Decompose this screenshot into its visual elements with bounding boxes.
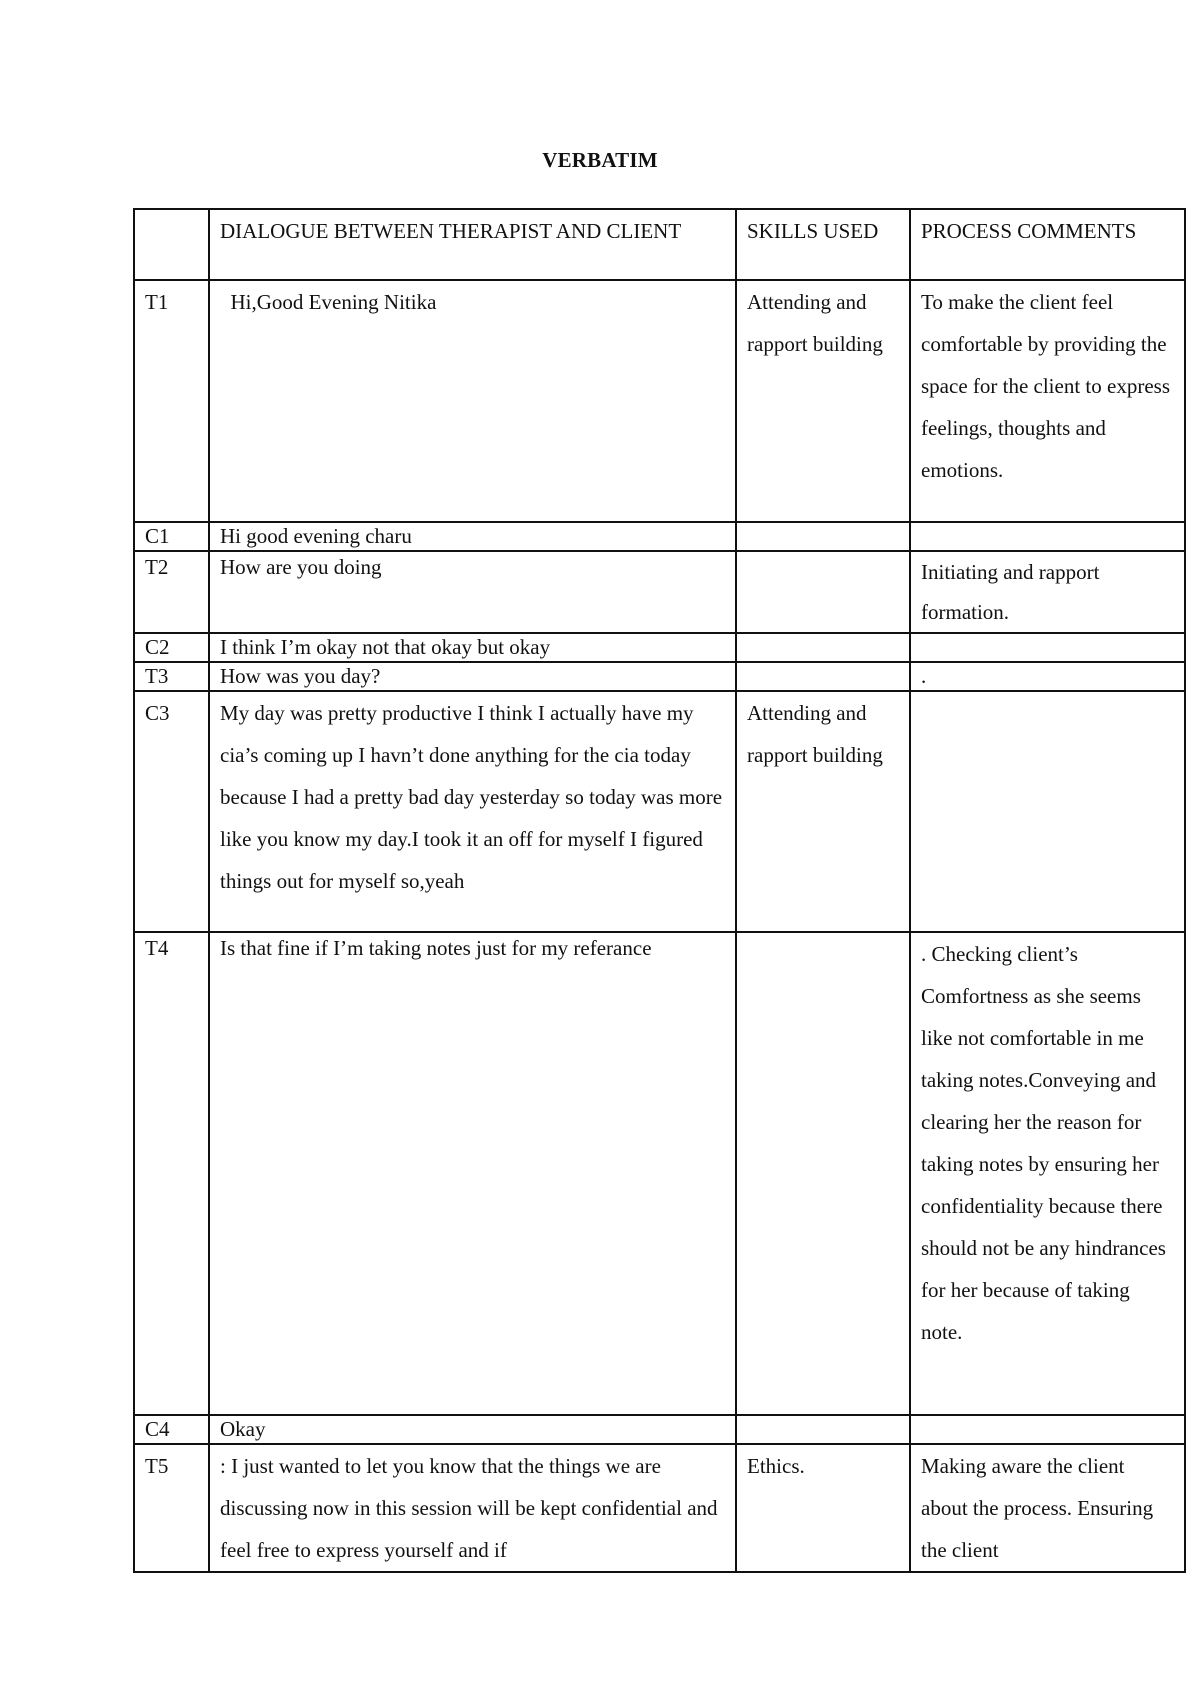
row-dialogue: Hi,Good Evening Nitika xyxy=(209,280,736,522)
table-row xyxy=(134,691,1185,932)
row-skills: Attending and rapport building xyxy=(736,280,910,522)
row-skills xyxy=(736,932,910,1415)
row-skills xyxy=(736,1415,910,1444)
row-dialogue: Okay xyxy=(209,1415,736,1444)
table-row xyxy=(134,280,1185,522)
row-dialogue: : I just wanted to let you know that the things we are discussing now in this session will be kept confidential and feel free to express yourself and if xyxy=(209,1444,736,1572)
row-comments xyxy=(910,633,1185,662)
table-row xyxy=(134,662,1185,691)
verbatim-table xyxy=(133,208,1186,1573)
row-id: T2 xyxy=(134,551,209,633)
header-dialogue: DIALOGUE BETWEEN THERAPIST AND CLIENT xyxy=(209,209,736,280)
row-id: T1 xyxy=(134,280,209,522)
table-header-row xyxy=(134,209,1185,280)
row-comments: Making aware the client about the process. Ensuring the client xyxy=(910,1444,1185,1572)
row-dialogue: Is that fine if I’m taking notes just for my referance xyxy=(209,932,736,1415)
table-row xyxy=(134,1444,1185,1572)
row-dialogue: How was you day? xyxy=(209,662,736,691)
row-id: T4 xyxy=(134,932,209,1415)
row-skills: Ethics. xyxy=(736,1444,910,1572)
row-skills: Attending and rapport building xyxy=(736,691,910,932)
table-row xyxy=(134,932,1185,1415)
header-id xyxy=(134,209,209,280)
row-comments: Initiating and rapport formation. xyxy=(910,551,1185,633)
row-comments xyxy=(910,691,1185,932)
row-id: T3 xyxy=(134,662,209,691)
table-row xyxy=(134,551,1185,633)
row-skills xyxy=(736,522,910,551)
row-dialogue: How are you doing xyxy=(209,551,736,633)
row-id: C1 xyxy=(134,522,209,551)
table-row xyxy=(134,1415,1185,1444)
row-dialogue: Hi good evening charu xyxy=(209,522,736,551)
row-id: C2 xyxy=(134,633,209,662)
row-comments xyxy=(910,522,1185,551)
header-comments: PROCESS COMMENTS xyxy=(910,209,1185,280)
row-comments: . Checking client’s Comfortness as she seems like not comfortable in me taking notes.Conveying and clearing her the reason for taking notes by ensuring her confidentiality because there should not be any hindrances for her because of taking note. xyxy=(910,932,1185,1415)
row-skills xyxy=(736,551,910,633)
table-row xyxy=(134,522,1185,551)
row-dialogue: My day was pretty productive I think I actually have my cia’s coming up I havn’t done anything for the cia today because I had a pretty bad day yesterday so today was more like you know my day.I took it an off for myself I figured things out for myself so,yeah xyxy=(209,691,736,932)
document-title: VERBATIM xyxy=(542,148,658,172)
table-row xyxy=(134,633,1185,662)
row-id: T5 xyxy=(134,1444,209,1572)
row-skills xyxy=(736,633,910,662)
row-id: C3 xyxy=(134,691,209,932)
header-skills: SKILLS USED xyxy=(736,209,910,280)
row-id: C4 xyxy=(134,1415,209,1444)
row-comments xyxy=(910,1415,1185,1444)
row-comments: . xyxy=(910,662,1185,691)
row-skills xyxy=(736,662,910,691)
row-comments: To make the client feel comfortable by providing the space for the client to express feelings, thoughts and emotions. xyxy=(910,280,1185,522)
row-dialogue: I think I’m okay not that okay but okay xyxy=(209,633,736,662)
